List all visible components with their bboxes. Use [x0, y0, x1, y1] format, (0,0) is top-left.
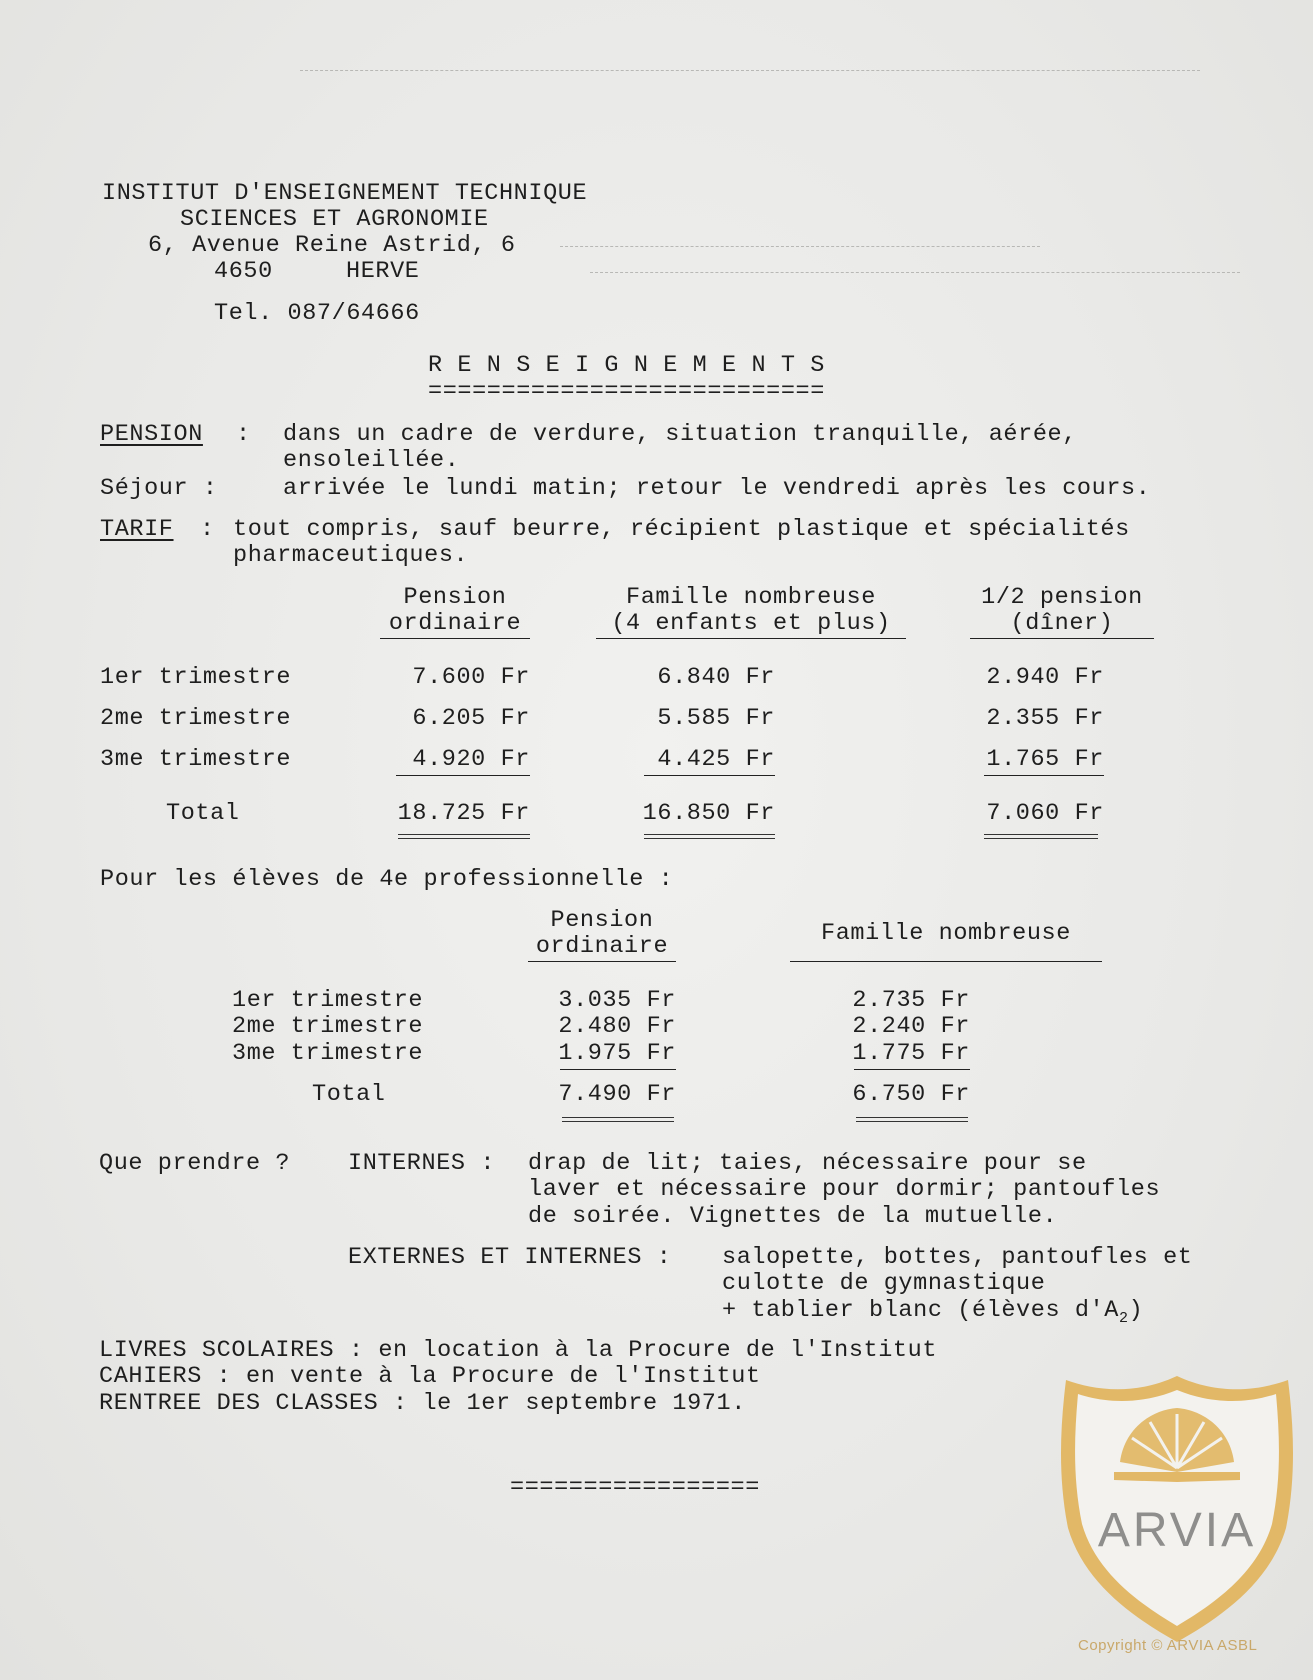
tarif-text: pharmaceutiques. [233, 542, 469, 569]
table1-header: ordinaire [388, 610, 522, 637]
rentree-des-classes: RENTREE DES CLASSES : le 1er septembre 1971. [99, 1390, 746, 1417]
tarif-label: TARIF [100, 516, 174, 543]
table1-cell: 6.205 Fr [412, 705, 530, 732]
table1-cell: 2.940 Fr [986, 664, 1104, 691]
table1-cell: 7.600 Fr [412, 664, 530, 691]
table1-header: Famille nombreuse [626, 584, 876, 611]
bleed-through-mark [590, 272, 1240, 273]
table2-row-label: 2me trimestre [232, 1013, 424, 1040]
total-double-rule [562, 1117, 674, 1122]
internes-text: drap de lit; taies, nécessaire pour se [528, 1150, 1087, 1177]
table2-cell: 3.035 Fr [558, 987, 676, 1014]
total-double-rule [644, 834, 775, 839]
header-underline [528, 961, 676, 962]
externes-label: EXTERNES ET INTERNES : [348, 1244, 672, 1271]
table2-header: ordinaire [535, 933, 669, 960]
pension-text: ensoleillée. [283, 447, 460, 474]
table2-cell: 2.735 Fr [852, 987, 970, 1014]
table1-cell: 6.840 Fr [657, 664, 775, 691]
table2-cell: 2.240 Fr [852, 1013, 970, 1040]
phone: Tel. 087/64666 [214, 300, 420, 327]
arvia-shield-logo [1054, 1368, 1300, 1648]
externes-text: + tablier blanc (élèves $d'A_2$) [722, 1297, 1144, 1327]
table2-header: Famille nombreuse [821, 920, 1071, 947]
pension-colon: : [236, 421, 251, 448]
sejour-label: Séjour : [100, 475, 218, 502]
copyright-notice: Copyright © ARVIA ASBL [1078, 1637, 1258, 1654]
city: HERVE [346, 258, 420, 285]
table2-header: Pension [550, 907, 654, 934]
total-double-rule [984, 834, 1098, 839]
postcode: 4650 [214, 258, 273, 285]
table1-total: 16.850 Fr [642, 800, 775, 827]
table1-cell: 4.920 Fr [412, 746, 530, 773]
table2-total: 7.490 Fr [558, 1081, 676, 1108]
table1-row-label: 2me trimestre [100, 705, 292, 732]
table2-row-label: 3me trimestre [232, 1040, 424, 1067]
sum-line [644, 775, 775, 776]
internes-text: laver et nécessaire pour dormir; pantoufles [528, 1176, 1161, 1203]
title-rule: =========================== [428, 378, 825, 405]
table1-cell: 2.355 Fr [986, 705, 1104, 732]
table1-row-label: 3me trimestre [100, 746, 292, 773]
livres-scolaires: LIVRES SCOLAIRES : en location à la Procure de l'Institut [99, 1337, 938, 1364]
table2-row-label: 1er trimestre [232, 987, 424, 1014]
cahiers: CAHIERS : en vente à la Procure de l'Institut [99, 1363, 761, 1390]
institute-name: INSTITUT D'ENSEIGNEMENT TECHNIQUE [102, 180, 588, 207]
table2-cell: 2.480 Fr [558, 1013, 676, 1040]
bleed-through-mark [560, 246, 1040, 247]
header-underline [970, 638, 1154, 639]
sum-line [560, 1069, 676, 1070]
que-prendre-label: Que prendre ? [99, 1150, 291, 1177]
pension-text: dans un cadre de verdure, situation tranquille, aérée, [283, 421, 1077, 448]
pension-label: PENSION [100, 421, 203, 448]
header-underline [380, 638, 530, 639]
sum-line [396, 775, 530, 776]
header-underline [596, 638, 906, 639]
sum-line [984, 775, 1104, 776]
internes-text: de soirée. Vignettes de la mutuelle. [528, 1203, 1058, 1230]
table1-cell: 1.765 Fr [986, 746, 1104, 773]
section2-title: Pour les élèves de 4e professionnelle : [100, 866, 674, 893]
sejour-text: arrivée le lundi matin; retour le vendredi après les cours. [283, 475, 1151, 502]
externes-text: salopette, bottes, pantoufles et [722, 1244, 1193, 1271]
institute-subtitle: SCIENCES ET AGRONOMIE [180, 206, 489, 233]
externes-text: culotte de gymnastique [722, 1270, 1046, 1297]
sum-line [854, 1069, 970, 1070]
tarif-colon: : [200, 516, 215, 543]
table1-header: Pension [403, 584, 507, 611]
table1-header: (4 enfants et plus) [611, 610, 891, 637]
logo-text: ARVIA [1097, 1504, 1257, 1557]
address: 6, Avenue Reine Astrid, 6 [148, 232, 516, 259]
table1-header: 1/2 pension [981, 584, 1143, 611]
table1-cell: 5.585 Fr [657, 705, 775, 732]
internes-label: INTERNES : [348, 1150, 496, 1177]
total-double-rule [856, 1117, 968, 1122]
bleed-through-mark [300, 70, 1200, 71]
table1-row-label: 1er trimestre [100, 664, 292, 691]
table2-cell: 1.975 Fr [558, 1040, 676, 1067]
table2-total: 6.750 Fr [852, 1081, 970, 1108]
table1-header: (dîner) [1010, 610, 1114, 637]
header-underline [790, 961, 1102, 962]
page-title: R E N S E I G N E M E N T S [428, 352, 825, 379]
table1-total: 18.725 Fr [397, 800, 530, 827]
table1-total-label: Total [166, 800, 240, 827]
closing-rule: ================= [510, 1474, 760, 1501]
tarif-text: tout compris, sauf beurre, récipient plastique et spécialités [233, 516, 1130, 543]
total-double-rule [398, 834, 530, 839]
table2-cell: 1.775 Fr [852, 1040, 970, 1067]
table1-cell: 4.425 Fr [657, 746, 775, 773]
table2-total-label: Total [312, 1081, 386, 1108]
table1-total: 7.060 Fr [986, 800, 1104, 827]
